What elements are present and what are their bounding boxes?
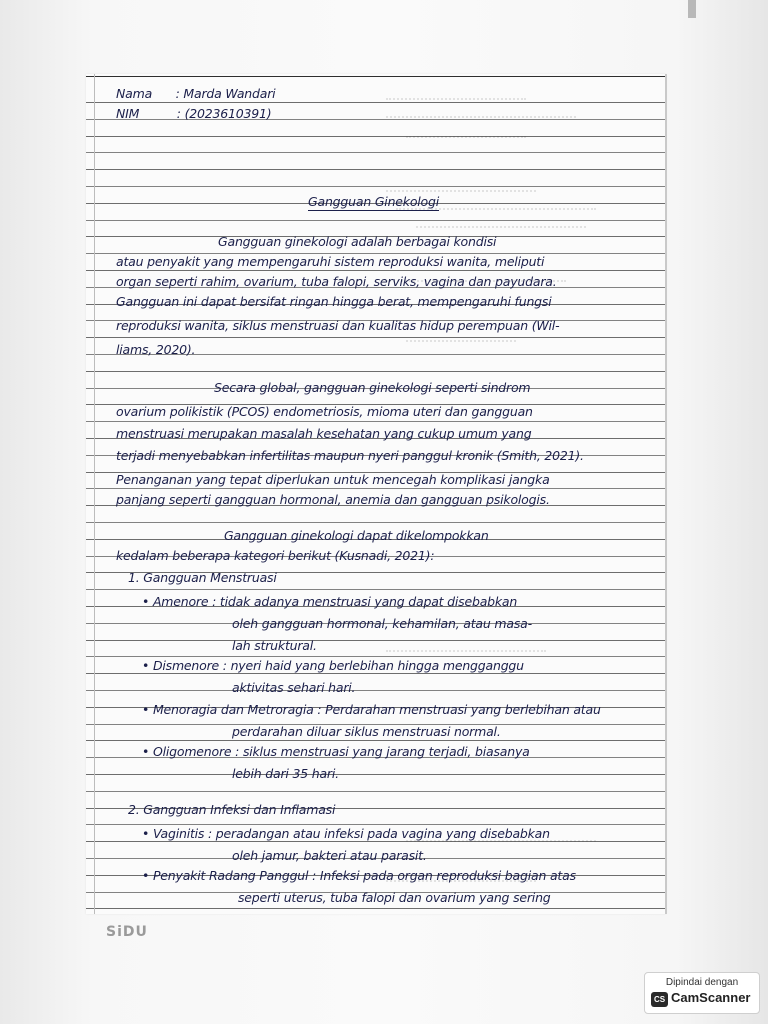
paragraph-2-line: menstruasi merupakan masalah kesehatan yang cukup umum yang: [116, 426, 532, 441]
list-item-continuation: oleh gangguan hormonal, kehamilan, atau masa-: [232, 616, 532, 631]
paragraph-1-line: reproduksi wanita, siklus menstruasi dan kualitas hidup perempuan (Wil-: [116, 318, 560, 333]
list-item-menoragia: • Menoragia dan Metroragia : Perdarahan menstruasi yang berlebihan atau: [142, 702, 601, 717]
paragraph-2-line: panjang seperti gangguan hormonal, anemia dan gangguan psikologis.: [116, 492, 550, 507]
list-item-radang-panggul: • Penyakit Radang Panggul : Infeksi pada organ reproduksi bagian atas: [142, 868, 576, 883]
list-item-dismenore: • Dismenore : nyeri haid yang berlebihan hingga mengganggu: [142, 658, 524, 673]
paragraph-1-line: Gangguan ini dapat bersifat ringan hingga berat, mempengaruhi fungsi: [116, 294, 552, 309]
scan-edge-mark: [688, 0, 696, 18]
paragraph-3-line: Gangguan ginekologi dapat dikelompokkan: [224, 528, 489, 543]
camscanner-badge: [644, 972, 760, 1014]
badge-caption: Dipindai dengan: [665, 977, 739, 988]
name-row: [116, 86, 275, 102]
page-title: Gangguan Ginekologi: [308, 194, 440, 209]
paragraph-1-line: liams, 2020).: [116, 342, 196, 357]
badge-app-name: CamScanner: [671, 990, 751, 1005]
list-item-continuation: lah struktural.: [232, 638, 317, 653]
section-heading-infeksi: 2. Gangguan Infeksi dan Inflamasi: [128, 802, 336, 817]
list-item-vaginitis: • Vaginitis : peradangan atau infeksi pada vagina yang disebabkan: [142, 826, 550, 841]
paragraph-2-line: Penanganan yang tepat diperlukan untuk mencegah komplikasi jangka: [116, 472, 550, 487]
paragraph-2-line: terjadi menyebabkan infertilitas maupun nyeri panggul kronik (Smith, 2021).: [116, 448, 584, 463]
list-item-continuation: lebih dari 35 hari.: [232, 766, 339, 781]
list-item-continuation: aktivitas sehari hari.: [232, 680, 356, 695]
list-item-oligomenore: • Oligomenore : siklus menstruasi yang jarang terjadi, biasanya: [142, 744, 530, 759]
nim-row: [116, 106, 271, 122]
handwritten-content: [86, 74, 666, 914]
list-item-amenore: • Amenore : tidak adanya menstruasi yang dapat disebabkan: [142, 594, 518, 609]
name-label: Nama: [116, 86, 153, 101]
list-item-continuation: seperti uterus, tuba falopi dan ovarium yang sering: [238, 890, 551, 905]
name-value: : Marda Wandari: [175, 86, 276, 101]
paragraph-1-line: Gangguan ginekologi adalah berbagai kondisi: [218, 234, 497, 249]
camscanner-logo-icon: CS: [651, 992, 668, 1007]
paragraph-2-line: Secara global, gangguan ginekologi seperti sindrom: [214, 380, 531, 395]
paper-brand-logo: SiDU: [106, 924, 148, 940]
list-item-continuation: oleh jamur, bakteri atau parasit.: [232, 848, 427, 863]
page-edge-shadow: [665, 74, 667, 914]
paragraph-2-line: ovarium polikistik (PCOS) endometriosis, mioma uteri dan gangguan: [116, 404, 533, 419]
nim-label: NIM: [116, 106, 140, 121]
ruled-paper-page: [86, 74, 666, 914]
paragraph-1-line: organ seperti rahim, ovarium, tuba falopi, serviks, vagina dan payudara.: [116, 274, 557, 289]
nim-value: : (2023610391): [176, 106, 272, 121]
section-heading-menstruasi: 1. Gangguan Menstruasi: [128, 570, 277, 585]
paragraph-1-line: atau penyakit yang mempengaruhi sistem reproduksi wanita, meliputi: [116, 254, 545, 269]
list-item-continuation: perdarahan diluar siklus menstruasi normal.: [232, 724, 501, 739]
paragraph-3-line: kedalam beberapa kategori berikut (Kusnadi, 2021):: [116, 548, 435, 563]
